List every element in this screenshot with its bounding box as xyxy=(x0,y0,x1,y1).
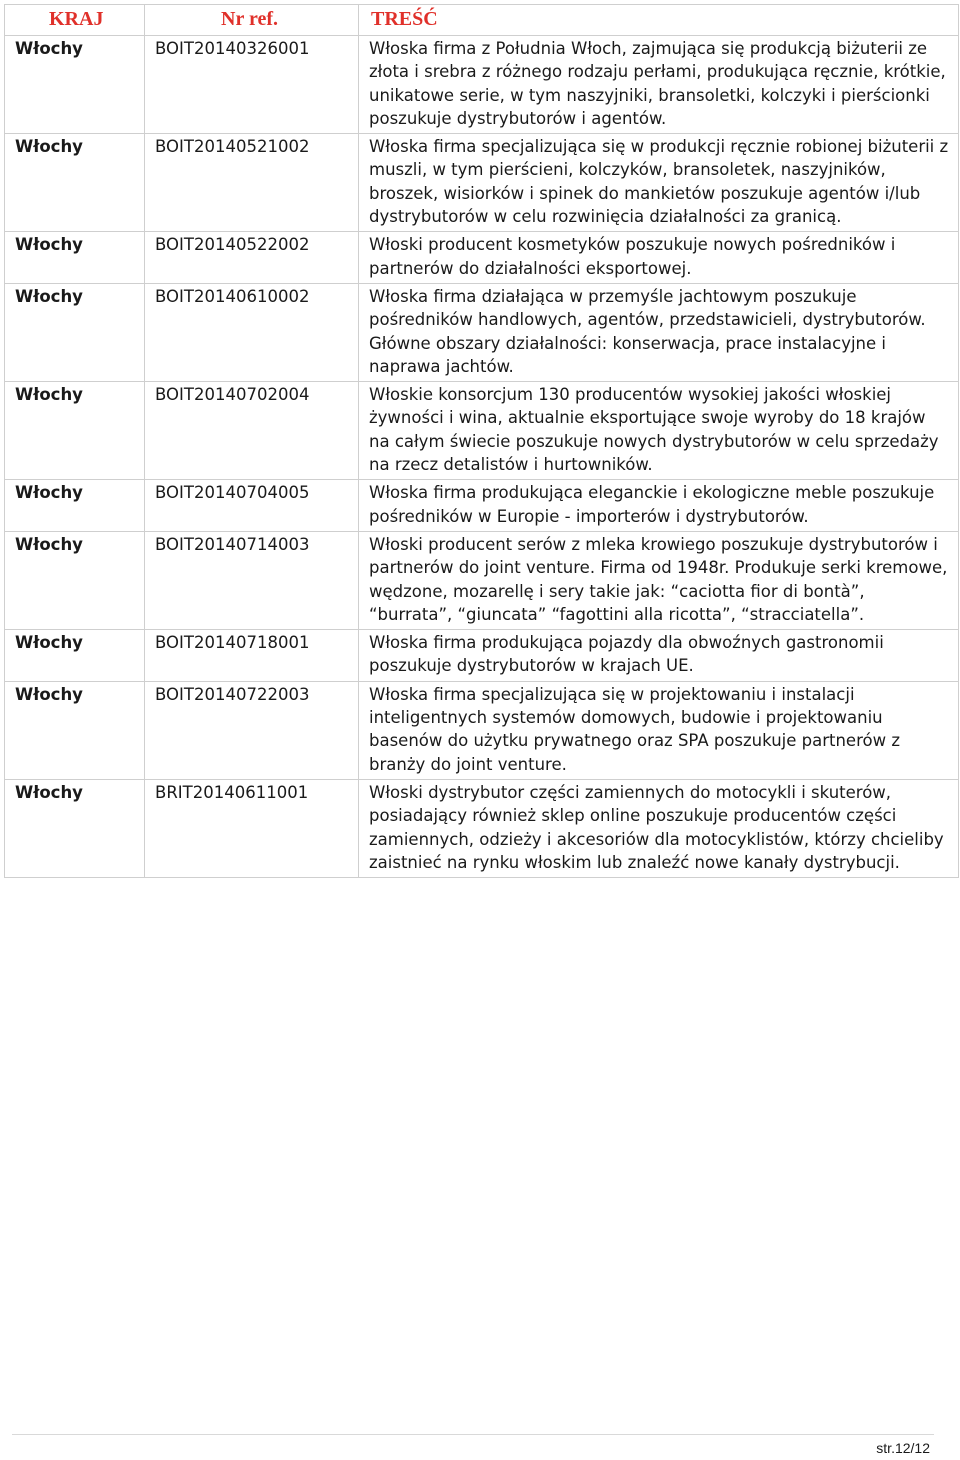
cell-kraj: Włochy xyxy=(5,681,145,779)
cell-ref: BOIT20140714003 xyxy=(145,531,359,629)
cell-ref: BOIT20140521002 xyxy=(145,134,359,232)
header-ref: Nr ref. xyxy=(145,5,359,36)
table-row xyxy=(5,630,959,682)
offers-table xyxy=(4,4,959,878)
cell-ref: BOIT20140702004 xyxy=(145,382,359,480)
cell-ref: BOIT20140610002 xyxy=(145,283,359,381)
cell-kraj: Włochy xyxy=(5,382,145,480)
cell-kraj: Włochy xyxy=(5,283,145,381)
table-header-row xyxy=(5,5,959,36)
cell-ref: BOIT20140326001 xyxy=(145,36,359,134)
cell-kraj: Włochy xyxy=(5,630,145,682)
table-row xyxy=(5,283,959,381)
footer-divider xyxy=(12,1434,934,1435)
cell-kraj: Włochy xyxy=(5,134,145,232)
cell-tresc: Włoska firma z Południa Włoch, zajmująca się produkcją biżuterii ze złota i srebra z różnego rodzaju perłami, produkująca ręcznie, krótkie, unikatowe serie, w tym naszyjniki, bransoletki, kolczyki i pierścionki poszukuje dystrybutorów i agentów. xyxy=(359,36,959,134)
cell-kraj: Włochy xyxy=(5,36,145,134)
cell-tresc: Włoska firma specjalizująca się w projektowaniu i instalacji inteligentnych systemów domowych, budowie i projektowaniu basenów do użytku prywatnego oraz SPA poszukuje partnerów z branży do joint venture. xyxy=(359,681,959,779)
table-row xyxy=(5,531,959,629)
cell-tresc: Włoski producent serów z mleka krowiego poszukuje dystrybutorów i partnerów do joint venture. Firma od 1948r. Produkuje serki kremowe, wędzone, mozarellę i sery takie jak: “caciotta fior di bontà”, “burrata”, “giuncata” “fagottini alla ricotta”, “stracciatella”. xyxy=(359,531,959,629)
cell-kraj: Włochy xyxy=(5,531,145,629)
header-tresc: TREŚĆ xyxy=(359,5,959,36)
table-row xyxy=(5,480,959,532)
table-row xyxy=(5,681,959,779)
header-kraj: KRAJ xyxy=(5,5,145,36)
cell-ref: BOIT20140522002 xyxy=(145,232,359,284)
cell-kraj: Włochy xyxy=(5,232,145,284)
cell-tresc: Włoska firma działająca w przemyśle jachtowym poszukuje pośredników handlowych, agentów, przedstawicieli, dystrybutorów. Główne obszary działalności: konserwacja, prace instalacyjne i naprawa jachtów. xyxy=(359,283,959,381)
table-row xyxy=(5,134,959,232)
cell-tresc: Włoska firma specjalizująca się w produkcji ręcznie robionej biżuterii z muszli, w tym pierścieni, kolczyków, bransoletek, naszyjników, broszek, wisiorków i spinek do mankietów poszukuje agentów i/lub dystrybutorów w celu rozwinięcia działalności za granicą. xyxy=(359,134,959,232)
table-row xyxy=(5,232,959,284)
cell-ref: BOIT20140722003 xyxy=(145,681,359,779)
document-page xyxy=(4,4,958,878)
cell-ref: BRIT20140611001 xyxy=(145,779,359,877)
cell-tresc: Włoskie konsorcjum 130 producentów wysokiej jakości włoskiej żywności i wina, aktualnie eksportujące swoje wyroby do 18 krajów na całym świecie poszukuje nowych dystrybutorów w celu sprzedaży na rzecz detalistów i hurtowników. xyxy=(359,382,959,480)
cell-ref: BOIT20140704005 xyxy=(145,480,359,532)
table-row xyxy=(5,779,959,877)
page-number: str.12/12 xyxy=(876,1440,930,1456)
cell-kraj: Włochy xyxy=(5,480,145,532)
cell-tresc: Włoska firma produkująca eleganckie i ekologiczne meble poszukuje pośredników w Europie - importerów i dystrybutorów. xyxy=(359,480,959,532)
table-row xyxy=(5,382,959,480)
cell-tresc: Włoski dystrybutor części zamiennych do motocykli i skuterów, posiadający również sklep online poszukuje producentów części zamiennych, odzieży i akcesoriów dla motocyklistów, którzy chcieliby zaistnieć na rynku włoskim lub znaleźć nowe kanały dystrybucji. xyxy=(359,779,959,877)
table-row xyxy=(5,36,959,134)
cell-kraj: Włochy xyxy=(5,779,145,877)
cell-tresc: Włoska firma produkująca pojazdy dla obwoźnych gastronomii poszukuje dystrybutorów w krajach UE. xyxy=(359,630,959,682)
cell-ref: BOIT20140718001 xyxy=(145,630,359,682)
cell-tresc: Włoski producent kosmetyków poszukuje nowych pośredników i partnerów do działalności eksportowej. xyxy=(359,232,959,284)
